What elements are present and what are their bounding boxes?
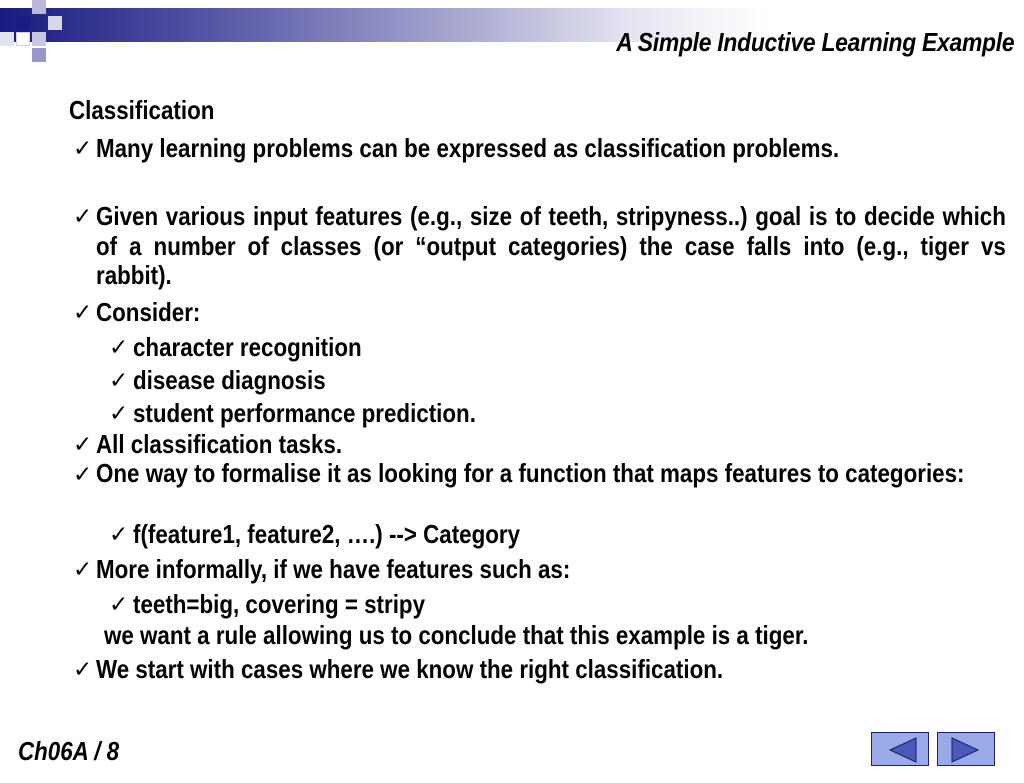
- left-triangle-icon: [872, 733, 930, 767]
- bullet-informal: More informally, if we have features such as:: [96, 554, 571, 584]
- bullet-classification-problems: Many learning problems can be expressed as classification problems.: [96, 133, 840, 163]
- check-icon: ✓: [73, 299, 93, 325]
- sub-bullet-disease-diagnosis: disease diagnosis: [133, 365, 326, 395]
- slide-number: Ch06A / 8: [18, 736, 120, 766]
- check-icon: ✓: [73, 203, 93, 229]
- check-icon: ✓: [109, 400, 129, 426]
- check-icon: ✓: [73, 431, 93, 457]
- check-icon: ✓: [109, 591, 129, 617]
- sub-bullet-function: f(feature1, feature2, ….) --> Category: [133, 519, 521, 549]
- bullet-input-features: Given various input features (e.g., size of teeth, stripyness..) goal is to decide which of a number of classes (or “output categories) the case falls into (e.g., tiger vs rabbit).: [96, 201, 1006, 290]
- bullet-all-tasks: All classification tasks.: [96, 429, 343, 459]
- right-triangle-icon: [938, 733, 996, 767]
- bullet-formalise: One way to formalise it as looking for a function that maps features to categories:: [96, 458, 965, 488]
- sub-bullet-example: teeth=big, covering = stripy: [133, 589, 426, 619]
- sub-bullet-character-recognition: character recognition: [133, 332, 362, 362]
- sub-bullet-student-performance: student performance prediction.: [133, 398, 476, 428]
- check-icon: ✓: [73, 656, 93, 682]
- section-heading: Classification: [69, 95, 215, 125]
- next-slide-button[interactable]: [937, 732, 995, 766]
- rule-sentence: we want a rule allowing us to conclude that this example is a tiger.: [104, 620, 809, 650]
- check-icon: ✓: [73, 461, 93, 487]
- check-icon: ✓: [109, 521, 129, 547]
- bullet-start: We start with cases where we know the right classification.: [96, 654, 724, 684]
- check-icon: ✓: [109, 334, 129, 360]
- check-icon: ✓: [73, 556, 93, 582]
- prev-slide-button[interactable]: [871, 732, 929, 766]
- bullet-consider: Consider:: [96, 297, 201, 327]
- slide-title: A Simple Inductive Learning Example: [615, 27, 1014, 57]
- check-icon: ✓: [109, 367, 129, 393]
- check-icon: ✓: [73, 135, 93, 161]
